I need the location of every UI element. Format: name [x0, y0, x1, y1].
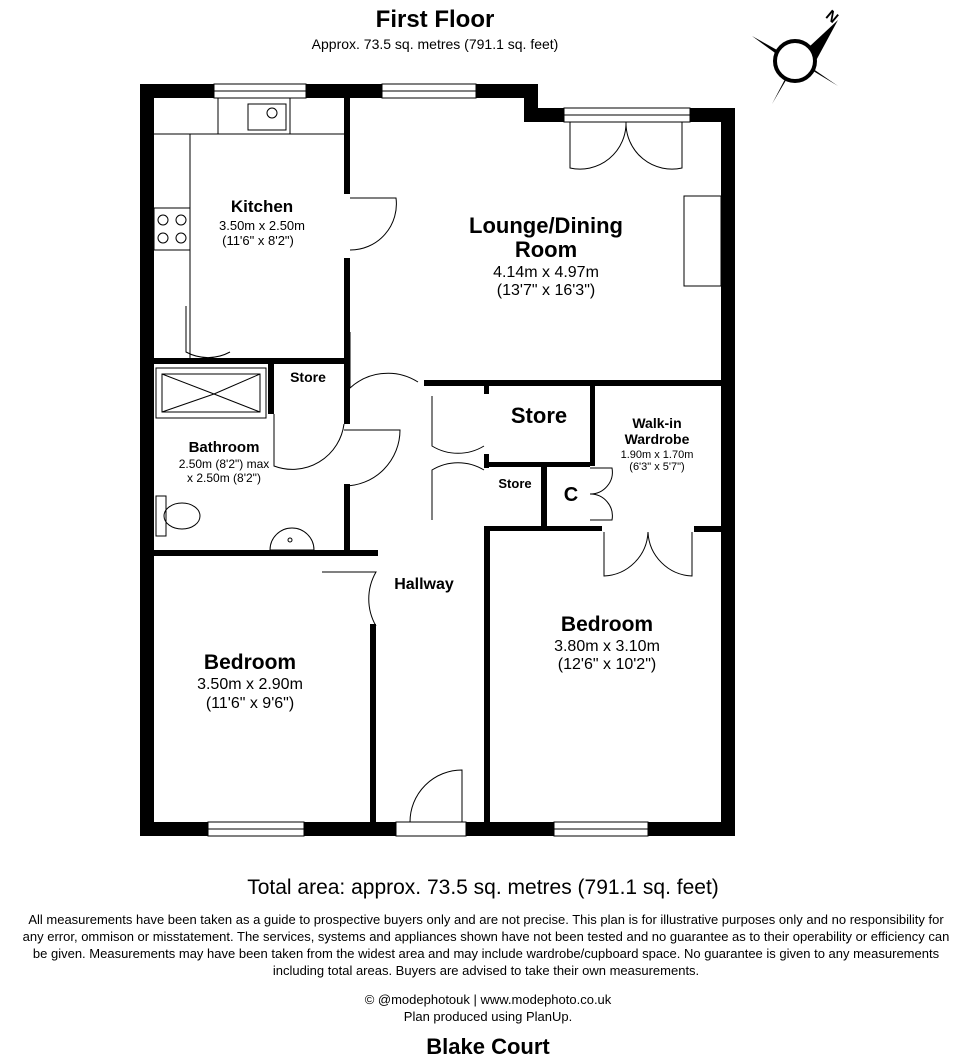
bedroom-left-name: Bedroom: [203, 651, 297, 674]
room-store-large: [511, 403, 567, 428]
room-bedroom-right: [554, 613, 660, 673]
walkin-name-line2: Wardrobe: [624, 431, 690, 447]
floor-title: First Floor: [375, 6, 495, 33]
kitchen-name: Kitchen: [230, 197, 294, 216]
store-small-name: Store: [290, 369, 326, 385]
bathroom-name: Bathroom: [188, 439, 260, 456]
total-area: Total area: approx. 73.5 sq. metres (791.1 sq. feet): [247, 876, 719, 899]
bedroom-left-metric: 3.50m x 2.90m: [197, 676, 303, 693]
lounge-imperial: (13'7" x 16'3"): [496, 282, 596, 299]
room-store-mid: [498, 476, 531, 491]
room-kitchen: [219, 197, 305, 248]
cupboard-name: C: [563, 484, 579, 506]
store-large-name: Store: [510, 403, 568, 428]
walkin-imperial: (6'3" x 5'7"): [629, 461, 685, 473]
walkin-name-line1: Walk-in: [632, 415, 682, 431]
hallway-name: Hallway: [394, 576, 454, 593]
bedroom-right-name: Bedroom: [560, 613, 654, 636]
store-mid-name: Store: [498, 476, 532, 491]
planup-credit: Plan produced using PlanUp.: [403, 1009, 573, 1024]
room-hallway: [394, 576, 454, 593]
kitchen-metric: 3.50m x 2.50m: [219, 218, 305, 233]
room-bedroom-left: [197, 651, 303, 712]
lounge-name-line2: Room: [514, 237, 578, 262]
room-store-small: [290, 369, 326, 385]
kitchen-imperial: (11'6" x 8'2"): [222, 233, 294, 248]
bedroom-right-imperial: (12'6" x 10'2"): [557, 656, 657, 673]
room-walkin: [621, 415, 694, 473]
disclaimer: All measurements have been taken as a guide to prospective buyers only and are not precise. This plan is for illustrative purposes only and no responsibility for any error, ommison or misstatement. The services, systems and appliances shown have not been tested and no guarantee as to their operability or efficiency can be given. Measurements may have been taken from the widest area and may include wardrobe/cupboard space. No guarantee is given to any measurements including total areas. Buyers are advised to take their own measurements.: [22, 912, 950, 978]
bedroom-left-imperial: (11'6" x 9'6"): [205, 695, 295, 712]
north-arrow-icon: [752, 7, 841, 104]
lounge-metric: 4.14m x 4.97m: [493, 264, 599, 281]
compass-north-label: N: [822, 6, 842, 27]
bedroom-right-metric: 3.80m x 3.10m: [554, 638, 660, 655]
room-bathroom: [179, 439, 270, 485]
lounge-name-line1: Lounge/Dining: [469, 213, 623, 238]
bathroom-line1: 2.50m (8'2") max: [178, 457, 270, 471]
walkin-metric: 1.90m x 1.70m: [620, 449, 694, 461]
bathroom-line2: x 2.50m (8'2"): [187, 471, 261, 485]
lounge-fixtures: [684, 196, 721, 286]
room-lounge: [469, 213, 623, 299]
room-cupboard: [564, 484, 578, 506]
property-name: Blake Court: [426, 1034, 550, 1059]
credit-line: © @modephotouk | www.modephoto.co.uk: [364, 992, 612, 1007]
floor-subtitle: Approx. 73.5 sq. metres (791.1 sq. feet): [311, 36, 559, 52]
